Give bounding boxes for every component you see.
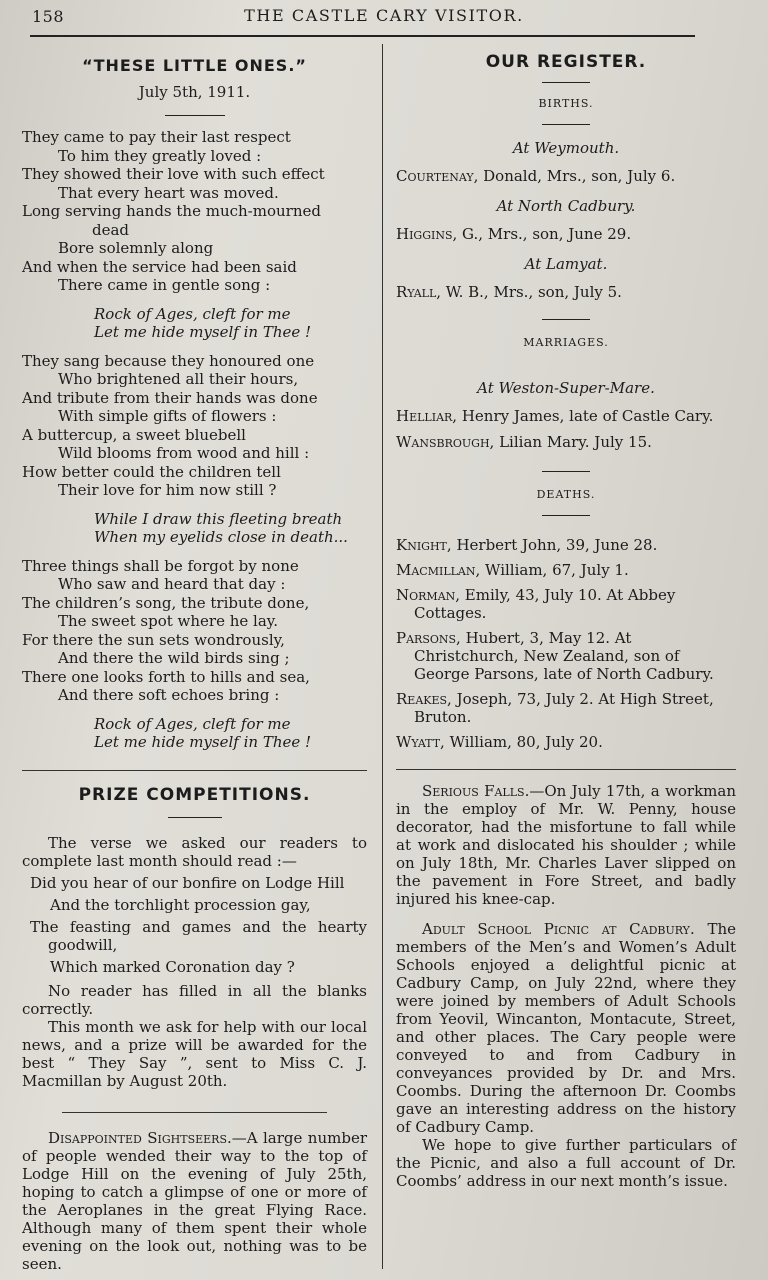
left-column [22,42,367,1273]
page-header [0,0,768,34]
register-entry [396,536,736,554]
poem-stanza [22,715,367,752]
poem-line: Who brightened all their hours, [58,370,299,388]
poem-line: With simple gifts of flowers : [58,407,277,425]
picnic-paragraph [396,920,736,1136]
register-entry [396,690,736,726]
poem-line: Three things shall be forgot by none [22,556,299,575]
poem-stanza [22,352,367,500]
picnic-paragraph-2: We hope to give further particulars of the Picnic, and also a full account of Dr. Coombs’ address in our next month’s issue. [396,1136,736,1190]
register-entry-detail: Emily, 43, July 10. At Abbey Cottages. [414,586,676,622]
picnic-text: The members of the Men’s and Women’s Adult Schools enjoyed a delightful picnic at Cadbury Camp, on July 22nd, where they were joined by members of Adult Schools from Yeovil, Wincanton, Montacute, Street, and other places. The Cary people were conveyed to and from Cadbury in conveyances provided by Dr. and Mrs. Coombs. During the afternoon Dr. Coombs gave an interesting address on the history of Cadbury Camp. [396,920,736,1136]
register-entry-name: Parsons, [396,629,461,647]
prize-end-rule [62,1112,327,1113]
prize-verse-line: Did you hear of our bonfire on Lodge Hill [30,873,345,892]
register-entry [396,629,736,683]
poem-line: That every heart was moved. [58,183,279,202]
prize-title-rule [168,817,222,818]
falls-text: —On July 17th, a workman in the employ of Mr. W. Penny, house decorator, had the misfortune to fall while at work and dislocated his shoulder ; while on July 18th, Mr. Charles Laver slipped on the pavement in Fore Street, and badly injured his knee-cap. [396,782,737,908]
falls-lead: Serious Falls. [422,782,530,800]
register-title-rule [542,82,590,83]
header-rule [30,35,695,37]
poem-end-rule [22,770,367,771]
poem-stanza [22,128,367,295]
register-entry-detail: Donald, Mrs., son, July 6. [478,167,676,185]
poem-refrain-line: Let me hide myself in Thee ! [94,733,312,751]
register-entry-name: Courtenay, [396,167,479,185]
poem-body [22,128,367,752]
register-entry-detail: G., Mrs., son, June 29. [457,225,632,243]
poem-refrain-line: Rock of Ages, cleft for me [94,304,291,323]
register-entry-detail: Hubert, 3, May 12. At Christchurch, New Zealand, son of George Parsons, late of North Cadbury. [414,629,714,683]
prize-verse-line: The feasting and games and the hearty goodwill, [30,917,367,954]
poem-line: Bore solemnly along [58,239,214,257]
sightseers-text: —A large number of people wended their way to the top of Lodge Hill on the evening of July 25th, hoping to catch a glimpse of one or more of the Aeroplanes in the great Flying Race. Although many of them spent their whole evening on the look out, nothing was to be seen. [22,1128,367,1273]
register-entry [396,586,736,622]
poem-line: Their love for him now still ? [58,481,277,499]
poem-stanza [22,510,367,547]
sightseers-paragraph [22,1129,367,1273]
register-title: OUR REGISTER. [485,52,647,72]
falls-paragraph [396,782,736,908]
poem-line: They showed their love with such effect [22,165,325,183]
poem-line: And there the wild birds sing ; [58,649,290,667]
poem-line: The children’s song, the tribute done, [22,593,310,612]
register-entry-detail: William, 67, July 1. [480,561,629,579]
birth-place: At Lamyat. [524,255,608,273]
poem-line: There came in gentle song : [58,276,271,294]
column-divider [382,44,383,1269]
births-heading: BIRTHS. [538,97,594,110]
prize-announcement: This month we ask for help with our local news, and a prize will be awarded for the best “ They Say ”, sent to Miss C. J. Macmillan by August 20th. [22,1017,367,1090]
register-entry-detail: Lilian Mary. July 15. [494,433,652,451]
prize-verse-line: Which marked Coronation day ? [50,957,295,976]
prize-result: No reader has filled in all the blanks correctly. [22,981,367,1018]
register-entry [396,225,736,243]
marriages-heading: MARRIAGES. [523,336,609,349]
births-list [396,139,736,301]
register-entry-name: Norman, [396,586,461,604]
poem-line: How better could the children tell [22,462,281,481]
poem-title-rule [165,115,225,116]
sightseers-lead: Disappointed Sightseers. [48,1128,232,1147]
page-number: 158 [32,7,65,26]
poem-line: Wild blooms from wood and hill : [58,444,310,462]
poem-stanza [22,305,367,342]
running-title: THE CASTLE CARY VISITOR. [244,6,524,25]
register-entry-detail: Henry James, late of Castle Cary. [457,407,714,425]
prize-verse-line: And the torchlight procession gay, [50,895,311,914]
register-entry-name: Ryall, [396,283,442,301]
poem-line: The sweet spot where he lay. [58,612,279,630]
poem-line: Long serving hands the much-mourned [22,202,321,220]
register-entry-name: Reakes, [396,690,452,708]
prize-verse [22,874,367,976]
marriages-list [396,407,736,451]
register-entry [396,733,736,751]
register-entry-detail: W. B., Mrs., son, July 5. [441,283,622,301]
deaths-rule-top [542,471,590,472]
poem-line: A buttercup, a sweet bluebell [22,425,246,444]
register-entry-name: Knight, [396,536,452,554]
deaths-rule-bottom [542,515,590,516]
poem-line: They came to pay their last respect [22,128,291,146]
poem-line: Who saw and heard that day : [58,575,286,593]
prize-competitions-title: PRIZE COMPETITIONS. [78,784,311,805]
poem-line: There one looks forth to hills and sea, [22,667,310,686]
register-entry-name: Wyatt, [396,733,445,751]
poem-line: And there soft echoes bring : [58,686,280,704]
register-entry [396,561,736,579]
register-end-rule [396,769,736,770]
poem-title: “THESE LITTLE ONES.” [82,56,307,75]
register-entry-name: Wansbrough, [396,433,495,451]
picnic-lead: Adult School Picnic at Cadbury. [422,920,695,938]
poem-line: They sang because they honoured one [22,351,315,370]
poem-line: To him they greatly loved : [58,146,262,165]
birth-place: At North Cadbury. [496,197,636,215]
poem-refrain-line: Let me hide myself in Thee ! [94,323,312,341]
poem-line: And tribute from their hands was done [22,388,318,407]
poem-refrain-line: Rock of Ages, cleft for me [94,714,291,733]
birth-place: At Weymouth. [512,139,620,157]
poem-refrain-line: While I draw this fleeting breath [94,509,343,528]
register-entry-name: Macmillan, [396,561,481,579]
register-entry-detail: William, 80, July 20. [444,733,603,751]
register-entry [396,167,736,185]
marriages-rule-top [542,319,590,320]
register-entry-detail: Joseph, 73, July 2. At High Street, Bruton. [414,690,714,726]
register-entry [396,407,736,425]
register-entry-name: Higgins, [396,225,458,243]
register-entry [396,283,736,301]
poem-line: For there the sun sets wondrously, [22,630,285,649]
register-entry-detail: Herbert John, 39, June 28. [451,536,658,554]
marriage-place: At Weston-Super-Mare. [477,379,655,397]
deaths-heading: DEATHS. [536,488,596,501]
prize-intro: The verse we asked our readers to complete last month should read :— [22,833,367,870]
poem-line: And when the service had been said [22,257,297,276]
register-entry [396,433,736,451]
right-column [396,42,736,1190]
poem-date: July 5th, 1911. [138,83,251,101]
poem-refrain-line: When my eyelids close in death... [94,528,348,546]
births-rule [542,124,590,125]
deaths-list [396,536,736,751]
register-entry-name: Helliar, [396,407,458,425]
poem-stanza [22,557,367,705]
poem-line: dead [92,220,130,239]
